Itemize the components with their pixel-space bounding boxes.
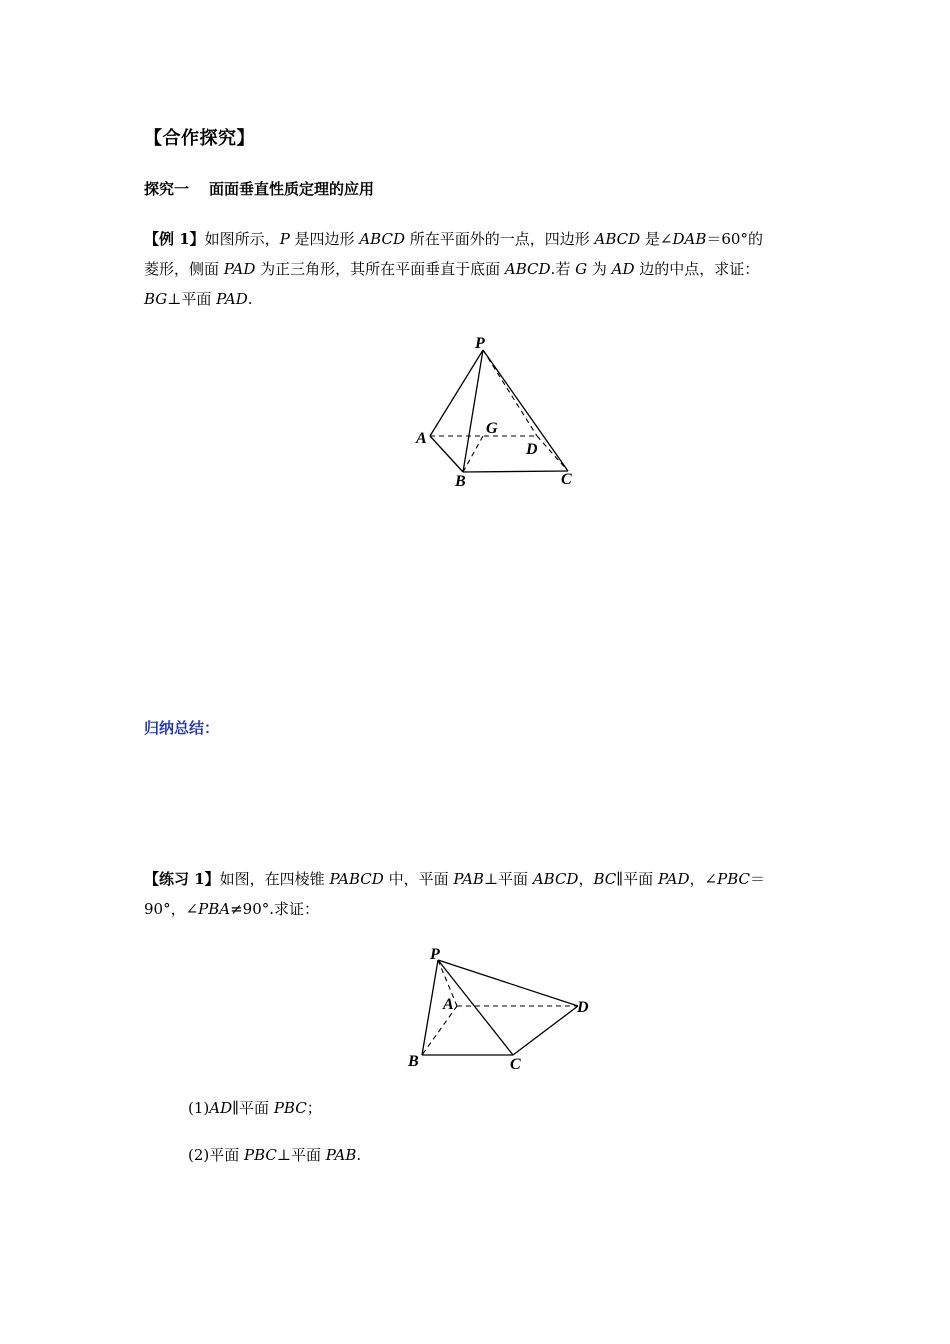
label-G: G	[486, 420, 498, 437]
section-title: 【合作探究】	[144, 128, 255, 149]
practice-1-line-2: 90°，∠PBA≠90°.求证：	[144, 900, 320, 918]
example-1-line-3: BG⊥平面 PAD.	[144, 290, 253, 308]
edge-CD	[513, 1006, 578, 1055]
edge-PA	[430, 350, 483, 436]
example-1-tag: 【例 1】	[144, 230, 205, 248]
edge-DC-hidden	[537, 436, 568, 471]
example-1-line-1: 【例 1】如图所示，P 是四边形 ABCD 所在平面外的一点，四边形 ABCD 是∠DAB＝60°的	[144, 230, 763, 248]
label-P: P	[475, 335, 485, 352]
label-A: A	[443, 996, 454, 1013]
edge-AB	[430, 436, 463, 472]
label-B: B	[455, 473, 466, 490]
edge-AB-hidden	[422, 1006, 457, 1055]
label-C: C	[510, 1056, 521, 1073]
edge-PB	[422, 960, 438, 1055]
label-A: A	[416, 430, 427, 447]
subsection-heading	[144, 178, 374, 199]
edge-PD	[438, 960, 578, 1006]
label-C: C	[561, 471, 572, 488]
label-B: B	[408, 1053, 419, 1070]
practice-1-tag: 【练习 1】	[144, 870, 220, 888]
figure-2-pyramid	[400, 940, 600, 1075]
practice-1-item-2: (2)平面 PBC⊥平面 PAB.	[188, 1146, 362, 1164]
edge-BC	[463, 471, 568, 472]
figure-1-pyramid	[400, 325, 600, 495]
label-P: P	[430, 946, 440, 963]
label-D: D	[526, 441, 538, 458]
subsection-title: 面面垂直性质定理的应用	[209, 180, 375, 198]
summary-label: 归纳总结：	[144, 719, 220, 737]
example-1-line-2: 菱形，侧面 PAD 为正三角形，其所在平面垂直于底面 ABCD.若 G 为 AD 边的中点，求证：	[144, 260, 760, 278]
example-1-text	[144, 224, 809, 314]
practice-1-text	[144, 864, 809, 924]
label-D: D	[577, 999, 589, 1016]
practice-1-line-1: 【练习 1】如图，在四棱锥 PABCD 中，平面 PAB⊥平面 ABCD，BC∥平面 PAD，∠PBC＝	[144, 870, 765, 888]
subsection-label: 探究一	[144, 180, 190, 198]
practice-1-item-1: (1)AD∥平面 PBC；	[188, 1099, 322, 1117]
